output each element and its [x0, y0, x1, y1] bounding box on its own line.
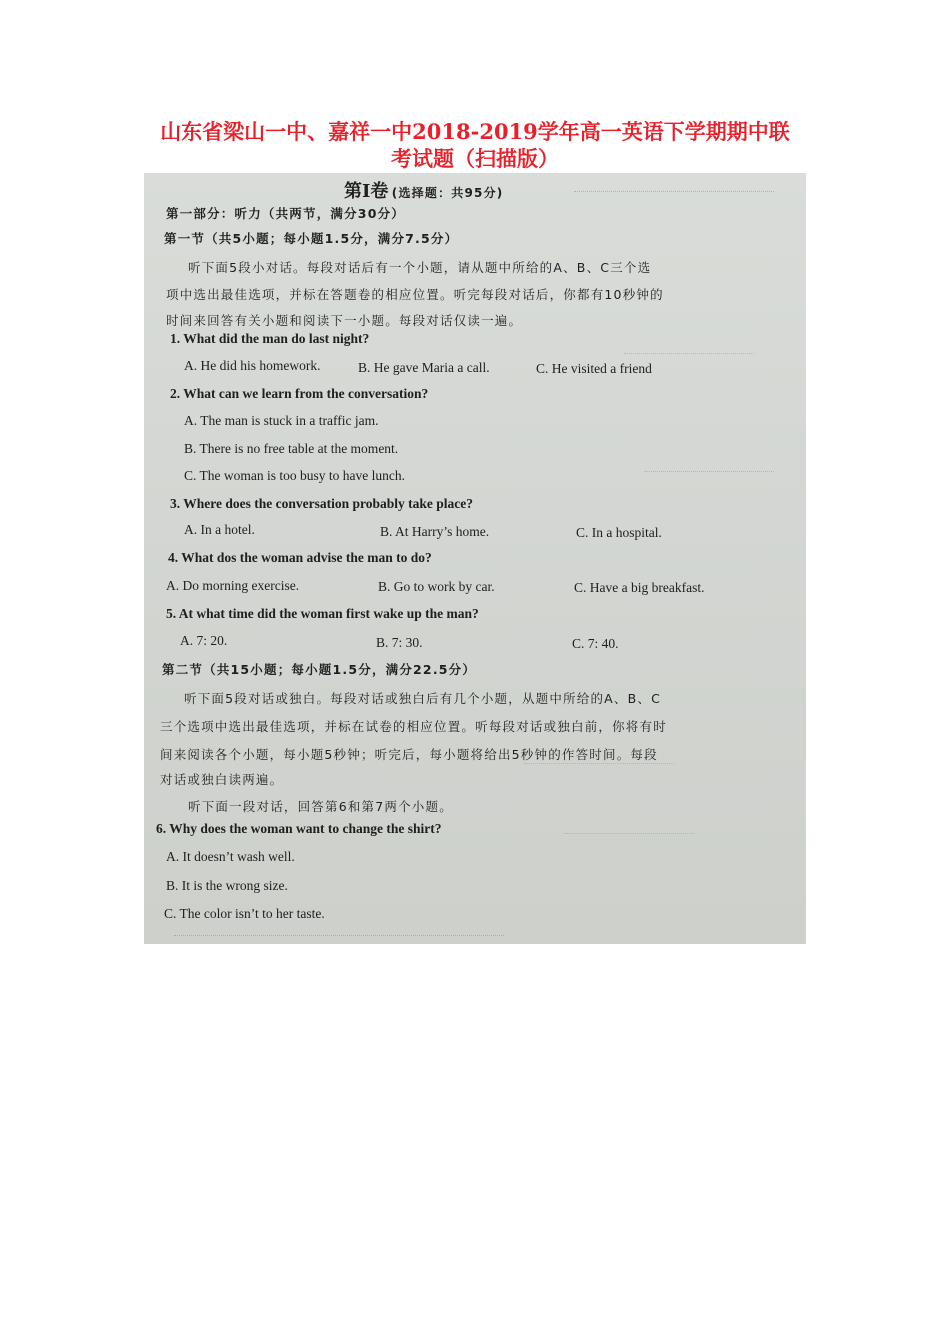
- section2-instruction: 对话或独白读两遍。: [160, 772, 284, 787]
- section2-instruction: 三个选项中选出最佳选项，并标在试卷的相应位置。听每段对话或独白前，你将有时: [160, 719, 667, 734]
- section2-instruction: 间来阅读各个小题，每小题5秒钟；听完后，每小题将给出5秒钟的作答时间。每段: [160, 747, 658, 762]
- option: A. The man is stuck in a traffic jam.: [184, 413, 379, 428]
- option: C. He visited a friend: [536, 361, 652, 376]
- option: A. 7: 20.: [180, 633, 228, 648]
- scanned-exam-page: [144, 173, 806, 944]
- question-stem: 6. Why does the woman want to change the shirt?: [156, 821, 442, 836]
- option: B. He gave Maria a call.: [358, 360, 490, 375]
- part1-heading: 第一部分：听力（共两节，满分30分）: [166, 206, 405, 221]
- option: A. In a hotel.: [184, 522, 255, 537]
- question-stem: 3. Where does the conversation probably take place?: [170, 496, 473, 511]
- option: B. 7: 30.: [376, 635, 423, 650]
- question-stem: 1. What did the man do last night?: [170, 331, 370, 346]
- option: A. He did his homework.: [184, 358, 321, 373]
- option: C. The woman is too busy to have lunch.: [184, 468, 405, 483]
- volume-note: (选择题：共95分): [391, 186, 504, 200]
- section2-instruction: 听下面5段对话或独白。每段对话或独白后有几个小题，从题中所给的A、B、C: [184, 691, 662, 706]
- bleed-through: [644, 471, 774, 482]
- bleed-through: [564, 833, 694, 844]
- section1-heading: 第一节（共5小题；每小题1.5分，满分7.5分）: [164, 231, 459, 246]
- title-line-1: 山东省梁山一中、嘉祥一中2018-2019学年高一英语下学期期中联: [160, 119, 790, 144]
- option: B. There is no free table at the moment.: [184, 441, 399, 456]
- volume-header: [344, 177, 503, 203]
- title-line-2: 考试题（扫描版）: [391, 146, 559, 171]
- question-stem: 5. At what time did the woman first wake up the man?: [166, 606, 479, 621]
- option: C. Have a big breakfast.: [574, 580, 705, 595]
- question-stem: 4. What dos the woman advise the man to do?: [168, 550, 432, 565]
- section1-instruction: 时间来回答有关小题和阅读下一小题。每段对话仅读一遍。: [166, 313, 523, 328]
- section1-instruction: 听下面5段小对话。每段对话后有一个小题，请从题中所给的A、B、C三个选: [188, 260, 652, 275]
- option: C. In a hospital.: [576, 525, 662, 540]
- bleed-through: [574, 191, 774, 202]
- dialog-intro: 听下面一段对话，回答第6和第7两个小题。: [188, 799, 453, 814]
- option: C. 7: 40.: [572, 636, 619, 651]
- option: B. Go to work by car.: [378, 579, 495, 594]
- section2-heading: 第二节（共15小题；每小题1.5分，满分22.5分）: [162, 662, 477, 677]
- question-stem: 2. What can we learn from the conversation?: [170, 386, 429, 401]
- option: C. The color isn’t to her taste.: [164, 906, 325, 921]
- volume-heading: 第Ⅰ卷: [344, 181, 389, 202]
- option: A. It doesn’t wash well.: [166, 849, 295, 864]
- option: B. It is the wrong size.: [166, 878, 288, 893]
- bleed-through: [524, 763, 674, 774]
- section1-instruction: 项中选出最佳选项，并标在答题卷的相应位置。听完每段对话后，你都有10秒钟的: [166, 287, 664, 302]
- option: B. At Harry’s home.: [380, 524, 490, 539]
- document-title: [0, 118, 950, 172]
- option: A. Do morning exercise.: [166, 578, 300, 593]
- bleed-through: [174, 935, 504, 942]
